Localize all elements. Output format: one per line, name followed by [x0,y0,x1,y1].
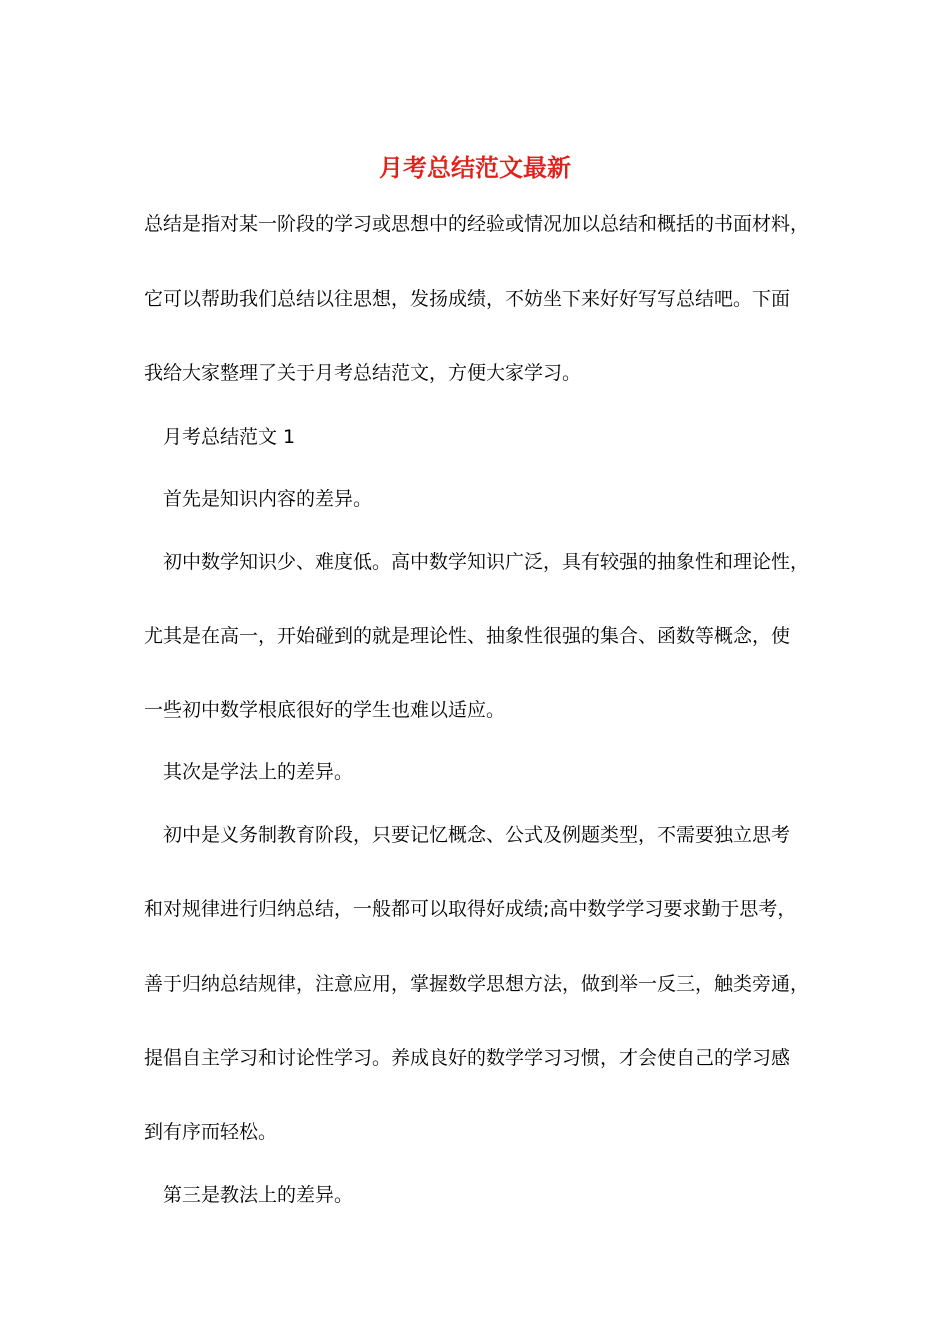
body-line: 提倡自主学习和讨论性学习。养成良好的数学学习习惯，才会使自己的学习感 [144,1047,791,1069]
body-line: 一些初中数学根底很好的学生也难以适应。 [144,699,506,721]
body-line: 初中数学知识少、难度低。高中数学知识广泛，具有较强的抽象性和理论性， [163,551,810,573]
body-line: 总结是指对某一阶段的学习或思想中的经验或情况加以总结和概括的书面材料， [144,213,810,235]
body-line: 它可以帮助我们总结以往思想，发扬成绩，不妨坐下来好好写写总结吧。下面 [144,288,791,310]
body-line: 尤其是在高一，开始碰到的就是理论性、抽象性很强的集合、函数等概念，使 [144,625,791,647]
body-line: 其次是学法上的差异。 [163,761,354,783]
body-line: 和对规律进行归纳总结，一般都可以取得好成绩;高中数学学习要求勤于思考， [144,898,797,920]
body-line: 初中是义务制教育阶段，只要记忆概念、公式及例题类型，不需要独立思考 [163,824,791,846]
body-line: 善于归纳总结规律，注意应用，掌握数学思想方法，做到举一反三，触类旁通， [144,973,810,995]
body-line: 首先是知识内容的差异。 [163,488,373,510]
document-title: 月考总结范文最新 [379,153,571,182]
section-heading: 月考总结范文 1 [163,426,296,448]
body-line: 到有序而轻松。 [144,1121,278,1143]
body-line: 我给大家整理了关于月考总结范文，方便大家学习。 [144,362,582,384]
body-line: 第三是教法上的差异。 [163,1184,354,1206]
